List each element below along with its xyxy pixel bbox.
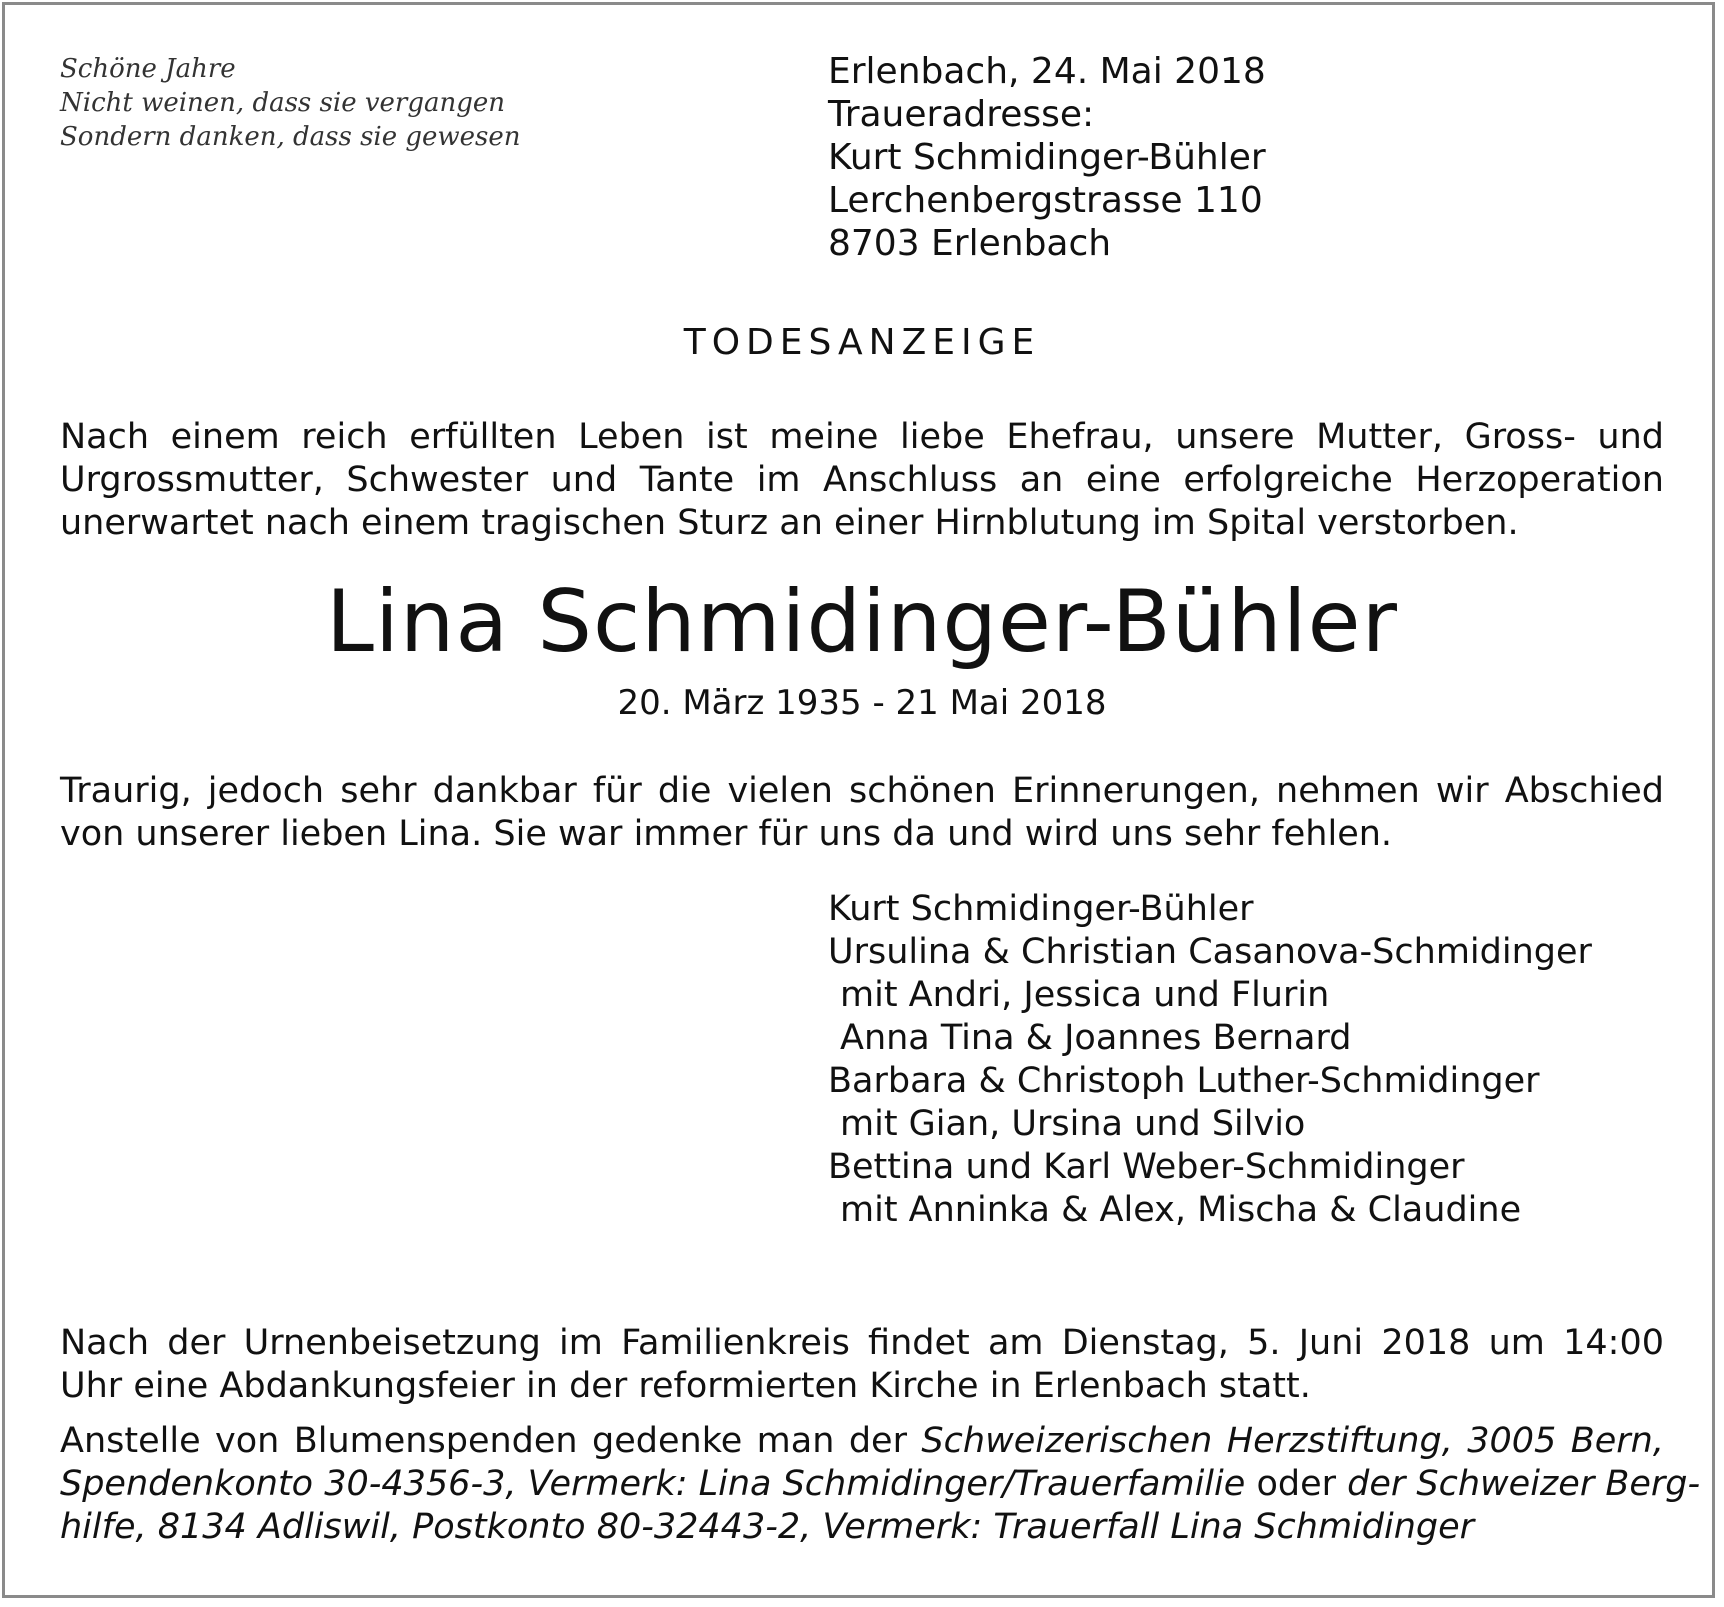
ceremony-paragraph <box>60 1322 1664 1408</box>
donation-line: hilfe, 8134 Adliswil, Postkonto 80-32443-2, Vermerk: Trauerfall Lina Schmidinger <box>60 1507 1475 1547</box>
thanks-paragraph <box>60 770 1664 856</box>
address-label: Traueradresse: <box>828 94 1095 135</box>
place-date: Erlenbach, 24. Mai 2018 <box>828 51 1266 92</box>
family-list <box>828 888 1592 1232</box>
family-member: mit Andri, Jessica und Flurin <box>840 975 1330 1015</box>
address-city: 8703 Erlenbach <box>828 223 1112 264</box>
donation-paragraph <box>60 1420 1701 1549</box>
intro-line: Urgrossmutter, Schwester und Tante im Anschluss an eine erfolgreiche Herzoperation <box>60 460 1664 500</box>
life-dates: 20. März 1935 - 21 Mai 2018 <box>617 683 1107 723</box>
mourning-address <box>828 50 1266 265</box>
address-name: Kurt Schmidinger-Bühler <box>828 137 1266 178</box>
motto-verse <box>60 52 521 154</box>
donation-account: Spendenkonto 30-4356-3, Vermerk: Lina Schmidinger/Trauerfamilie <box>60 1464 1246 1504</box>
intro-paragraph <box>60 416 1664 545</box>
family-member: mit Gian, Ursina und Silvio <box>840 1104 1306 1144</box>
family-member: mit Anninka & Alex, Mischa & Claudine <box>840 1190 1522 1230</box>
family-member: Barbara & Christoph Luther-Schmidinger <box>828 1061 1540 1101</box>
donation-recipient: der Schweizer Berg- <box>1347 1464 1701 1504</box>
donation-line <box>60 1420 1664 1463</box>
ceremony-line: Nach der Urnenbeisetzung im Familienkreis findet am Dienstag, 5. Juni 2018 um 14:00 <box>60 1323 1664 1363</box>
notice-heading: TODESANZEIGE <box>683 322 1041 363</box>
deceased-name: Lina Schmidinger-Bühler <box>326 572 1398 672</box>
thanks-line: Traurig, jedoch sehr dankbar für die vielen schönen Erinnerungen, nehmen wir Abschied <box>60 771 1664 811</box>
family-member: Kurt Schmidinger-Bühler <box>828 889 1254 929</box>
motto-line: Schöne Jahre <box>60 54 236 84</box>
motto-line: Sondern danken, dass sie gewesen <box>60 122 521 152</box>
donation-text: Anstelle von Blumenspenden gedenke man der <box>60 1421 907 1461</box>
ceremony-line: Uhr eine Abdankungsfeier in der reformierten Kirche in Erlenbach statt. <box>60 1366 1311 1406</box>
motto-line: Nicht weinen, dass sie vergangen <box>60 88 506 118</box>
intro-line: unerwartet nach einem tragischen Sturz an einer Hirnblutung im Spital verstorben. <box>60 503 1519 543</box>
intro-line: Nach einem reich erfüllten Leben ist meine liebe Ehefrau, unsere Mutter, Gross- und <box>60 417 1664 457</box>
family-member: Bettina und Karl Weber-Schmidinger <box>828 1147 1465 1187</box>
address-street: Lerchenbergstrasse 110 <box>828 180 1263 221</box>
donation-text: oder <box>1256 1464 1336 1504</box>
family-member: Anna Tina & Joannes Bernard <box>840 1018 1352 1058</box>
donation-line <box>60 1463 1701 1506</box>
thanks-line: von unserer lieben Lina. Sie war immer für uns da und wird uns sehr fehlen. <box>60 814 1393 854</box>
family-member: Ursulina & Christian Casanova-Schmidinger <box>828 932 1592 972</box>
donation-recipient: Schweizerischen Herzstiftung, 3005 Bern, <box>921 1421 1664 1461</box>
